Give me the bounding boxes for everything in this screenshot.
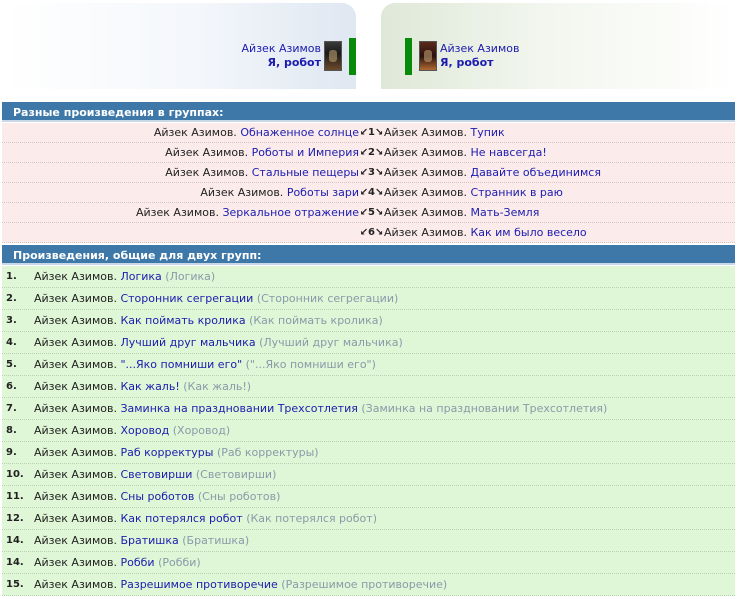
diff-left-title-link[interactable]: Зеркальное отражение (222, 206, 359, 219)
diff-left-title-link[interactable]: Обнаженное солнце (240, 126, 359, 139)
common-row-author: Айзек Азимов. (34, 292, 117, 305)
right-green-marker (405, 38, 412, 75)
common-row-content (34, 270, 215, 283)
common-row-title-link[interactable]: Как поймать кролика (120, 314, 246, 327)
common-row (2, 420, 735, 442)
common-row-original-title: (Логика) (165, 270, 216, 283)
common-row-content (34, 292, 398, 305)
common-row-number: 4. (6, 337, 17, 348)
common-row-number: 5. (6, 359, 17, 370)
diff-left-author: Айзек Азимов. (165, 166, 249, 179)
common-row-content (34, 490, 280, 503)
diff-left-author: Айзек Азимов. (200, 186, 284, 199)
common-row-original-title: (Заминка на праздновании Трехсотлетия) (361, 402, 608, 415)
common-row-author: Айзек Азимов. (34, 424, 117, 437)
common-row-original-title: (Световирши) (195, 468, 277, 481)
common-row-number: 8. (6, 425, 17, 436)
common-row-original-title: (Как потерялся робот) (246, 512, 377, 525)
common-row-author: Айзек Азимов. (34, 402, 117, 415)
common-row-title-link[interactable]: Лучший друг мальчика (120, 336, 256, 349)
common-row-content (34, 380, 251, 393)
diff-right-author: Айзек Азимов. (384, 226, 467, 239)
common-row-author: Айзек Азимов. (34, 270, 117, 283)
diff-number: ↙3↘ (359, 167, 384, 178)
diff-right-title-link[interactable]: Мать-Земля (470, 206, 540, 219)
common-row-title-link[interactable]: Братишка (120, 534, 179, 547)
left-book-cover-icon[interactable] (324, 41, 342, 71)
diff-right-author: Айзек Азимов. (384, 206, 467, 219)
left-book (242, 36, 356, 76)
diff-right-cell (384, 186, 735, 199)
diff-row (2, 203, 735, 223)
diff-left-cell (2, 206, 359, 219)
common-row-author: Айзек Азимов. (34, 336, 117, 349)
common-row (2, 552, 735, 574)
common-row-title-link[interactable]: Робби (120, 556, 155, 569)
left-green-marker (349, 38, 356, 75)
common-row-number: 7. (6, 403, 17, 414)
common-row (2, 332, 735, 354)
common-row-original-title: (Братишка) (182, 534, 250, 547)
common-row-number: 15. (6, 579, 24, 590)
common-row-number: 14. (6, 557, 24, 568)
common-row (2, 398, 735, 420)
common-row-original-title: (Лучший друг мальчика) (259, 336, 403, 349)
right-book-author-link[interactable]: Айзек Азимов (440, 42, 520, 55)
diff-left-title-link[interactable]: Стальные пещеры (251, 166, 359, 179)
common-row-title-link[interactable]: Сны роботов (120, 490, 195, 503)
diff-right-author: Айзек Азимов. (384, 146, 467, 159)
common-row (2, 376, 735, 398)
common-row-author: Айзек Азимов. (34, 380, 117, 393)
common-row-content (34, 468, 276, 481)
diff-left-author: Айзек Азимов. (165, 146, 249, 159)
diff-left-cell (2, 166, 359, 179)
common-row (2, 354, 735, 376)
common-row-number: 1. (6, 271, 17, 282)
common-section-heading: Произведения, общие для двух групп: (2, 245, 735, 265)
common-row-number: 12. (6, 513, 24, 524)
common-row-number: 14. (6, 535, 24, 546)
diff-left-author: Айзек Азимов. (153, 126, 237, 139)
diff-section-heading: Разные произведения в группах: (2, 102, 735, 122)
diff-right-title-link[interactable]: Не навсегда! (470, 146, 547, 159)
common-row-author: Айзек Азимов. (34, 446, 117, 459)
right-book-text (440, 42, 519, 70)
common-row-content (34, 534, 249, 547)
common-row (2, 530, 735, 552)
diff-left-title-link[interactable]: Роботы зари (286, 186, 359, 199)
common-row (2, 508, 735, 530)
diff-left-cell (2, 186, 359, 199)
common-row-author: Айзек Азимов. (34, 556, 117, 569)
common-row-title-link[interactable]: Хоровод (120, 424, 170, 437)
common-row-original-title: (Раб корректуры) (216, 446, 319, 459)
diff-right-cell (384, 226, 735, 239)
common-row-content (34, 446, 319, 459)
common-row-title-link[interactable]: Как потерялся робот (120, 512, 243, 525)
common-row-author: Айзек Азимов. (34, 578, 117, 591)
common-row-original-title: (Сторонник сегрегации) (256, 292, 399, 305)
common-list (2, 266, 735, 596)
diff-right-cell (384, 166, 735, 179)
common-row-number: 11. (6, 491, 24, 502)
common-row-number: 3. (6, 315, 17, 326)
common-row-content (34, 314, 383, 327)
common-row-content (34, 402, 607, 415)
diff-list (2, 123, 735, 243)
right-book-title-link[interactable]: Я, робот (440, 56, 494, 69)
left-book-text (242, 42, 321, 70)
diff-right-author: Айзек Азимов. (384, 166, 467, 179)
common-row-content (34, 578, 447, 591)
common-row-original-title: ("...Яко помниши его") (245, 358, 376, 371)
common-row-author: Айзек Азимов. (34, 314, 117, 327)
diff-number: ↙6↘ (359, 227, 384, 238)
common-row (2, 266, 735, 288)
diff-left-author: Айзек Азимов. (135, 206, 219, 219)
common-row-author: Айзек Азимов. (34, 512, 117, 525)
diff-right-cell (384, 146, 735, 159)
diff-row (2, 183, 735, 203)
left-book-title-link[interactable]: Я, робот (267, 56, 321, 69)
diff-row (2, 223, 735, 243)
diff-right-cell (384, 206, 735, 219)
common-row-title-link[interactable]: Сторонник сегрегации (120, 292, 254, 305)
diff-left-cell (2, 126, 359, 139)
common-row-original-title: (Как жаль!) (183, 380, 252, 393)
diff-right-author: Айзек Азимов. (384, 126, 467, 139)
common-row-number: 6. (6, 381, 17, 392)
diff-number: ↙1↘ (359, 127, 384, 138)
common-row-title-link[interactable]: Разрешимое противоречие (120, 578, 278, 591)
common-row-author: Айзек Азимов. (34, 534, 117, 547)
common-row (2, 574, 735, 596)
diff-number: ↙2↘ (359, 147, 384, 158)
diff-number: ↙5↘ (359, 207, 384, 218)
diff-left-title-link[interactable]: Роботы и Империя (251, 146, 359, 159)
right-book-cover-icon[interactable] (419, 41, 437, 71)
diff-right-cell (384, 126, 735, 139)
diff-right-title-link[interactable]: Как им было весело (470, 226, 587, 239)
common-row-number: 2. (6, 293, 17, 304)
diff-number: ↙4↘ (359, 187, 384, 198)
common-row-original-title: (Сны роботов) (197, 490, 281, 503)
common-row-title-link[interactable]: "...Яко помниши его" (120, 358, 243, 371)
common-row-number: 9. (6, 447, 17, 458)
common-row-content (34, 336, 403, 349)
diff-left-cell (2, 146, 359, 159)
common-row (2, 288, 735, 310)
diff-right-title-link[interactable]: Странник в раю (470, 186, 563, 199)
common-row-title-link[interactable]: Световирши (120, 468, 193, 481)
diff-right-author: Айзек Азимов. (384, 186, 467, 199)
common-row-original-title: (Хоровод) (172, 424, 231, 437)
common-row (2, 486, 735, 508)
right-book (405, 36, 519, 76)
common-row (2, 442, 735, 464)
common-row-author: Айзек Азимов. (34, 468, 117, 481)
common-row (2, 464, 735, 486)
diff-row (2, 143, 735, 163)
common-row-original-title: (Как поймать кролика) (249, 314, 383, 327)
common-row-author: Айзек Азимов. (34, 490, 117, 503)
common-row-number: 10. (6, 469, 24, 480)
common-row-original-title: (Разрешимое противоречие) (281, 578, 448, 591)
common-row-author: Айзек Азимов. (34, 358, 117, 371)
left-book-author-link[interactable]: Айзек Азимов (241, 42, 321, 55)
common-row-content (34, 358, 376, 371)
common-row-title-link[interactable]: Заминка на праздновании Трехсотлетия (120, 402, 358, 415)
diff-row (2, 163, 735, 183)
common-row-title-link[interactable]: Логика (120, 270, 162, 283)
common-row-original-title: (Робби) (158, 556, 201, 569)
diff-right-title-link[interactable]: Тупик (470, 126, 505, 139)
diff-right-title-link[interactable]: Давайте объединимся (470, 166, 601, 179)
common-row-content (34, 424, 230, 437)
common-row-title-link[interactable]: Раб корректуры (120, 446, 214, 459)
common-row-title-link[interactable]: Как жаль! (120, 380, 180, 393)
diff-row (2, 123, 735, 143)
common-row-content (34, 556, 201, 569)
common-row (2, 310, 735, 332)
common-row-content (34, 512, 377, 525)
